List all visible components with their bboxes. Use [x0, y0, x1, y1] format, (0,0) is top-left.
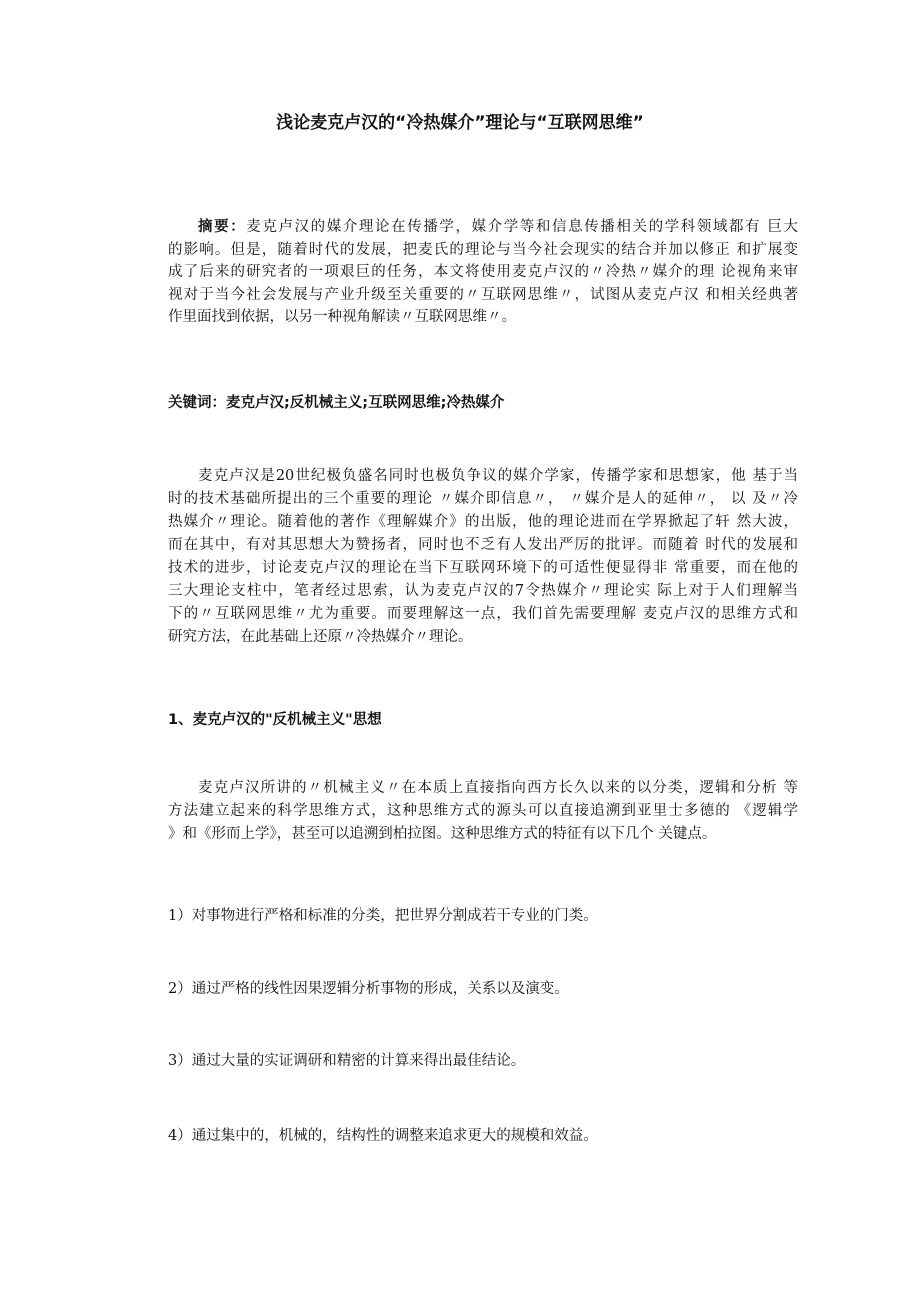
text-line	[168, 777, 798, 800]
intro-paragraph	[168, 465, 798, 649]
list-item: 4）通过集中的，机械的，结构性的调整来追求更大的规模和效益。	[168, 1128, 598, 1144]
text-line-content: 成了后来的研究者的一项艰巨的任务，本文将使用麦克卢汉的〃冷热〃媒介的理 论视角来审	[168, 264, 798, 281]
text-line-content: 的影响。但是，随着时代的发展，把麦氏的理论与当今社会现实的结合并加以修正 和扩展变	[168, 241, 798, 258]
section-heading: 1、麦克卢汉的"反机械主义"思想	[168, 712, 382, 728]
text-line-content: 麦克卢汉所讲的〃机械主义〃在本质上直接指向西方长久以来的以分类，逻辑和分析 等	[198, 780, 798, 796]
text-line	[168, 306, 798, 329]
text-line	[168, 557, 798, 580]
section1-paragraph	[168, 777, 798, 846]
text-line	[168, 239, 798, 262]
text-line-content: 作里面找到依据，以另一种视角解读〃互联网思维〃。	[168, 309, 516, 326]
document-title: 浅论麦克卢汉的“冷热媒介”理论与“互联网思维”	[276, 113, 644, 133]
text-line-content: 麦克卢汉的媒介理论在传播学，媒介学等和信息传播相关的学科领域都有 巨大	[246, 219, 799, 235]
text-line	[168, 823, 798, 846]
text-line	[168, 216, 798, 239]
text-line-content: 三大理论支柱中，笔者经过思索，认为麦克卢汉的7令热媒介〃理论实 际上对于人们理解当	[168, 583, 798, 599]
text-line-content: 》和《形而上学》，甚至可以追溯到柏拉图。这种思维方式的特征有以下几个 关键点。	[168, 826, 717, 842]
text-line	[168, 261, 798, 284]
text-line	[168, 603, 798, 626]
text-line-content: 麦克卢汉是20世纪极负盛名同时也极负争议的媒介学家，传播学家和思想家，他 基于当	[198, 468, 798, 484]
text-line	[168, 800, 798, 823]
text-line-content: 研究方法，在此基础上还原〃冷热媒介〃理论。	[168, 629, 473, 645]
text-line-content: 热媒介〃理论。随着他的著作《理解媒介》的出版，他的理论进而在学界掀起了轩 然大波，	[168, 514, 798, 530]
abstract-paragraph	[168, 216, 798, 329]
text-line	[168, 284, 798, 307]
text-line-content: 方法建立起来的科学思维方式，这种思维方式的源头可以直接追溯到亚里士多德的 《逻辑学	[168, 803, 798, 819]
text-line	[168, 488, 798, 511]
text-line-content: 时的技术基础所提出的三个重要的理论 〃媒介即信息〃， 〃媒介是人的延伸〃， 以 及〃冷	[168, 491, 798, 507]
keywords-line: 关键词：麦克卢汉;反机械主义;互联网思维;冷热媒介	[168, 395, 505, 411]
text-line	[168, 465, 798, 488]
list-item: 3）通过大量的实证调研和精密的计算来得出最佳结论。	[168, 1053, 526, 1069]
text-line-content: 下的〃互联网思维〃尤为重要。而要理解这一点，我们首先需要理解 麦克卢汉的思维方式和	[168, 606, 798, 622]
text-line	[168, 626, 798, 649]
text-line	[168, 580, 798, 603]
text-line-content: 视对于当今社会发展与产业升级至关重要的〃互联网思维〃，试图从麦克卢汉 和相关经典著	[168, 286, 798, 303]
list-item: 2）通过严格的线性因果逻辑分析事物的形成，关系以及演变。	[168, 981, 569, 997]
abstract-label: 摘要：	[198, 219, 247, 235]
text-line-content: 而在其中，有对其思想大为赞扬者，同时也不乏有人发出严厉的批评。而随着 时代的发展和	[168, 537, 798, 553]
text-line-content: 技术的进步，讨论麦克卢汉的理论在当下互联网环境下的可适性便显得非 常重要，而在他的	[168, 560, 798, 576]
text-line	[168, 511, 798, 534]
text-line	[168, 534, 798, 557]
list-item: 1）对事物进行严格和标准的分类，把世界分割成若干专业的门类。	[168, 908, 598, 924]
